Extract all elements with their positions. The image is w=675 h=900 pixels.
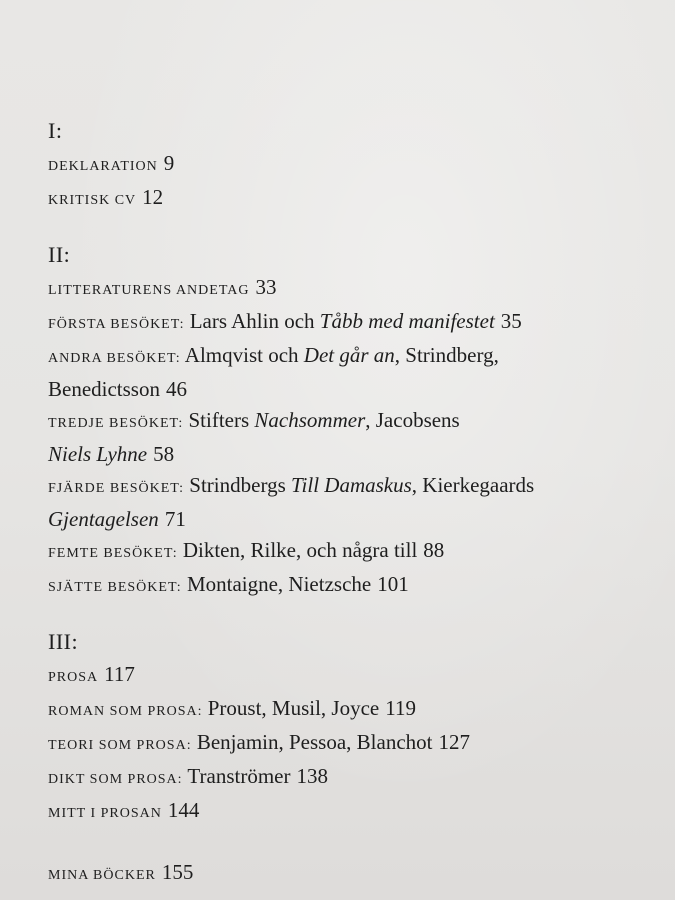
part-label-2: II:	[48, 242, 71, 267]
entry-title: PROSA	[48, 670, 99, 685]
entry-title: MINA BÖCKER	[48, 868, 156, 883]
page-number: 71	[164, 507, 186, 531]
entry-title: FJÄRDE BESÖKET:	[48, 481, 185, 496]
entry-text: , Strindberg,	[394, 343, 499, 367]
page-number: 12	[142, 185, 164, 209]
toc-entry	[48, 569, 648, 603]
entry-title: FEMTE BESÖKET:	[48, 546, 178, 561]
entry-title: ROMAN SOM PROSA:	[48, 704, 203, 719]
toc-entry	[48, 727, 648, 761]
page-number: 35	[500, 309, 522, 333]
page-number: 9	[163, 151, 175, 175]
entry-title: DEKLARATION	[48, 159, 158, 174]
toc-entry-continued	[48, 439, 648, 470]
toc-entry	[48, 272, 648, 306]
toc-list-2	[48, 272, 648, 603]
toc-entry	[48, 693, 648, 727]
entry-text: Tranströmer	[187, 764, 291, 788]
page-number: 144	[167, 798, 200, 822]
entry-text: Benedictsson	[48, 377, 160, 401]
entry-text: , Jacobsens	[365, 408, 460, 432]
page-number: 46	[165, 377, 187, 401]
entry-title: ANDRA BESÖKET:	[48, 351, 181, 366]
entry-text: , Kierkegaards	[411, 473, 535, 497]
part-label-1: I:	[48, 118, 63, 143]
entry-title: MITT I PROSAN	[48, 806, 162, 821]
toc-entry-final	[48, 857, 648, 891]
entry-italic-title: Till Damaskus	[291, 473, 412, 497]
toc-entry	[48, 470, 648, 504]
toc-section-2	[48, 242, 648, 603]
page-number: 117	[104, 662, 135, 686]
toc-entry	[48, 306, 648, 340]
entry-text: Stifters	[188, 408, 250, 432]
toc-entry-continued	[48, 504, 648, 535]
page-number: 155	[161, 860, 194, 884]
entry-text: Almqvist och	[184, 343, 299, 367]
page-number: 58	[153, 442, 175, 466]
part-label-3: III:	[48, 629, 79, 654]
toc-section-3	[48, 629, 648, 829]
page-number: 138	[296, 764, 328, 788]
entry-italic-title: Det går an	[303, 343, 395, 367]
entry-text: Lars Ahlin och	[189, 309, 315, 333]
toc-list-1	[48, 148, 648, 216]
table-of-contents	[48, 118, 648, 891]
entry-italic-title: Nachsommer	[254, 408, 366, 432]
page-number: 88	[423, 538, 445, 562]
entry-title: DIKT SOM PROSA:	[48, 772, 183, 787]
toc-entry	[48, 761, 648, 795]
page-number: 101	[377, 572, 409, 596]
toc-entry	[48, 405, 648, 439]
entry-italic-title: Tåbb med manifestet	[319, 309, 495, 333]
entry-italic-title: Gjentagelsen	[48, 507, 159, 531]
entry-text: Montaigne, Nietzsche	[186, 572, 372, 596]
entry-title: LITTERATURENS ANDETAG	[48, 283, 250, 298]
entry-title: SJÄTTE BESÖKET:	[48, 580, 182, 595]
toc-list-3	[48, 659, 648, 829]
page-number: 33	[255, 275, 277, 299]
entry-title: FÖRSTA BESÖKET:	[48, 317, 185, 332]
entry-italic-title: Niels Lyhne	[48, 442, 148, 466]
toc-entry-continued	[48, 374, 648, 405]
entry-text: Proust, Musil, Joyce	[207, 696, 380, 720]
entry-title: KRITISK CV	[48, 193, 137, 208]
entry-text: Strindbergs	[189, 473, 286, 497]
entry-text: Benjamin, Pessoa, Blanchot	[196, 730, 433, 754]
toc-entry	[48, 148, 648, 182]
toc-entry	[48, 795, 648, 829]
entry-text: Dikten, Rilke, och några till	[182, 538, 418, 562]
entry-title: TREDJE BESÖKET:	[48, 416, 184, 431]
page-number: 119	[385, 696, 416, 720]
toc-entry	[48, 535, 648, 569]
toc-entry	[48, 340, 648, 374]
toc-section-1	[48, 118, 648, 216]
toc-entry	[48, 659, 648, 693]
toc-entry	[48, 182, 648, 216]
page-number: 127	[438, 730, 470, 754]
entry-title: TEORI SOM PROSA:	[48, 738, 192, 753]
